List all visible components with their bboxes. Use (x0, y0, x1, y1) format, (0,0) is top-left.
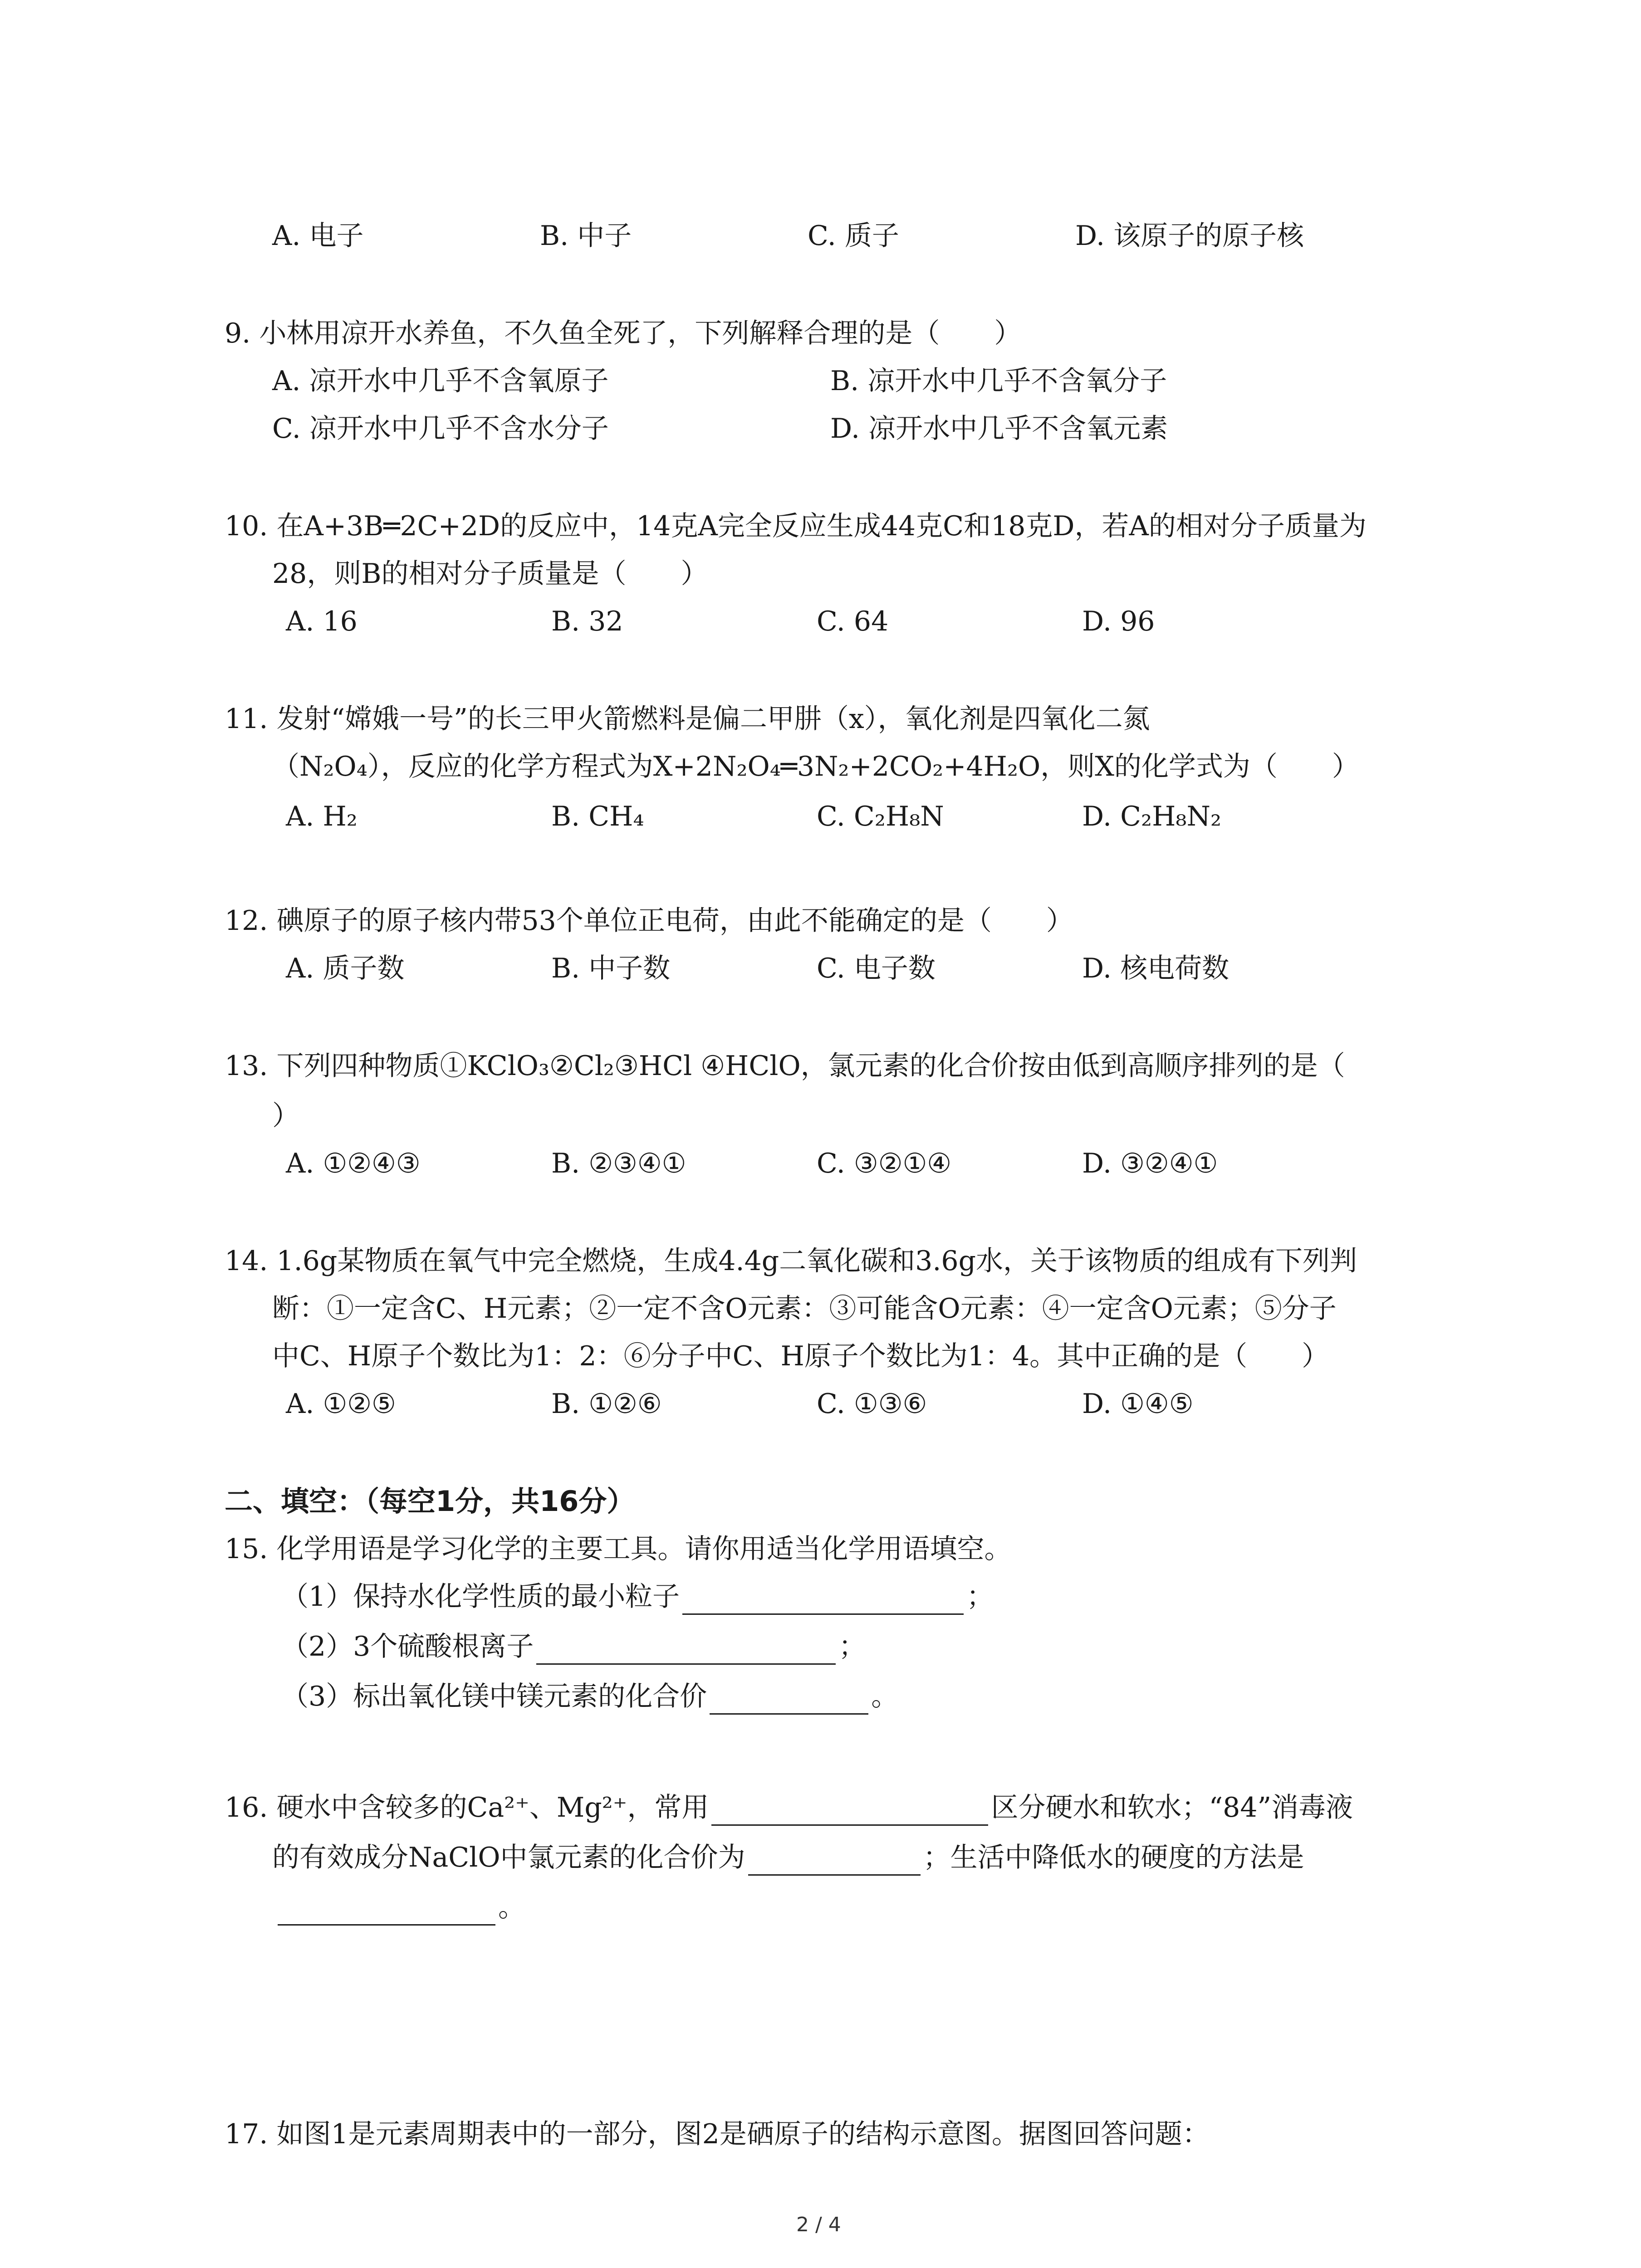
q8-option-b: B. 中子 (540, 220, 632, 252)
q15-sub1 (281, 1579, 994, 1615)
q13-option-d: D. ③②④① (1082, 1148, 1218, 1179)
q16-line1 (225, 1789, 1353, 1826)
q10-option-d: D. 96 (1082, 606, 1155, 637)
q14-option-d: D. ①④⑤ (1082, 1388, 1194, 1420)
q11-option-b: B. CH₄ (551, 801, 644, 832)
q15-stem: 15. 化学用语是学习化学的主要工具。请你用适当化学用语填空。 (225, 1533, 1012, 1565)
q17-stem: 17. 如图1是元素周期表中的一部分，图2是硒原子的结构示意图。据图回答问题： (225, 2118, 1210, 2150)
q15-sub1-answer-blank[interactable] (682, 1586, 964, 1615)
q15-sub2-answer-blank[interactable] (536, 1636, 836, 1665)
q15-sub1-end: ； (966, 1581, 994, 1613)
q10-option-a: A. 16 (286, 606, 358, 637)
q8-option-d: D. 该原子的原子核 (1075, 220, 1304, 252)
q14-stem-line1: 14. 1.6g某物质在氧气中完全燃烧，生成4.4g二氧化碳和3.6g水，关于该物质的组成有下列判 (225, 1245, 1357, 1277)
q11-stem-line1: 11. 发射“嫦娥一号”的长三甲火箭燃料是偏二甲肼（x），氧化剂是四氧化二氮 (225, 703, 1150, 735)
q16-line3-end: 。 (498, 1892, 525, 1923)
page-number: 2 / 4 (796, 2213, 841, 2236)
q14-option-b: B. ①②⑥ (551, 1388, 662, 1420)
q16-blank-1[interactable] (711, 1797, 988, 1826)
q13-stem-line1: 13. 下列四种物质①KClO₃②Cl₂③HCl ④HClO，氯元素的化合价按由低到高顺序排列的是（ (225, 1050, 1345, 1082)
q15-sub3-answer-blank[interactable] (710, 1686, 868, 1715)
q16-blank-2[interactable] (748, 1847, 921, 1876)
q11-option-d: D. C₂H₈N₂ (1082, 801, 1222, 832)
q16-line2-text-b: ；生活中降低水的硬度的方法是 (923, 1842, 1304, 1873)
q8-option-c: C. 质子 (808, 220, 899, 252)
q16-line3 (272, 1889, 525, 1926)
q16-blank-3[interactable] (278, 1897, 495, 1926)
q11-stem-line2: （N₂O₄），反应的化学方程式为X+2N₂O₄═3N₂+2CO₂+4H₂O，则X的化学式为（ ） (272, 751, 1359, 782)
section-2-title: 二、填空：（每空1分，共16分） (225, 1485, 635, 1518)
q14-option-a: A. ①②⑤ (286, 1388, 396, 1420)
q12-option-c: C. 电子数 (817, 953, 936, 984)
q15-sub3-end: 。 (871, 1681, 899, 1712)
q15-sub3 (281, 1678, 898, 1715)
q15-sub2-text: （2）3个硫酸根离子 (281, 1631, 534, 1662)
q15-sub2-end: ； (838, 1631, 866, 1662)
q8-option-a: A. 电子 (272, 220, 364, 252)
q11-option-a: A. H₂ (286, 801, 358, 832)
q9-option-d: D. 凉开水中几乎不含氧元素 (830, 413, 1168, 445)
q10-option-c: C. 64 (817, 606, 889, 637)
q11-option-c: C. C₂H₈N (817, 801, 944, 832)
q10-option-b: B. 32 (551, 606, 623, 637)
q13-option-c: C. ③②①④ (817, 1148, 952, 1179)
q10-stem-line1: 10. 在A+3B═2C+2D的反应中，14克A完全反应生成44克C和18克D，若A的相对分子质量为 (225, 510, 1367, 542)
q12-option-b: B. 中子数 (551, 953, 671, 984)
q13-option-b: B. ②③④① (551, 1148, 686, 1179)
q10-stem-line2: 28，则B的相对分子质量是（ ） (272, 558, 708, 590)
q15-sub1-text: （1）保持水化学性质的最小粒子 (281, 1581, 680, 1613)
q16-line2 (272, 1839, 1304, 1876)
q12-option-a: A. 质子数 (286, 953, 405, 984)
q14-stem-line2: 断：①一定含C、H元素；②一定不含O元素：③可能含O元素：④一定含O元素；⑤分子 (272, 1293, 1337, 1325)
q16-line2-text-a: 的有效成分NaClO中氯元素的化合价为 (272, 1842, 745, 1873)
q14-option-c: C. ①③⑥ (817, 1388, 927, 1420)
q15-sub3-text: （3）标出氧化镁中镁元素的化合价 (281, 1681, 707, 1712)
q16-line1-text-b: 区分硬水和软水；“84”消毒液 (991, 1792, 1353, 1823)
q14-stem-line3: 中C、H原子个数比为1：2：⑥分子中C、H原子个数比为1：4。其中正确的是（ ） (272, 1340, 1329, 1372)
q9-option-a: A. 凉开水中几乎不含氧原子 (272, 365, 609, 397)
q9-option-b: B. 凉开水中几乎不含氧分子 (830, 365, 1167, 397)
q9-option-c: C. 凉开水中几乎不含水分子 (272, 413, 609, 445)
q12-stem: 12. 碘原子的原子核内带53个单位正电荷，由此不能确定的是（ ） (225, 905, 1073, 937)
q9-stem: 9. 小林用凉开水养鱼，不久鱼全死了，下列解释合理的是（ ） (225, 318, 1022, 349)
q12-option-d: D. 核电荷数 (1082, 953, 1230, 984)
q13-stem-line2: ） (272, 1100, 299, 1132)
q15-sub2 (281, 1628, 866, 1665)
q13-option-a: A. ①②④③ (286, 1148, 421, 1179)
q16-line1-text-a: 16. 硬水中含较多的Ca²⁺、Mg²⁺，常用 (225, 1792, 709, 1823)
